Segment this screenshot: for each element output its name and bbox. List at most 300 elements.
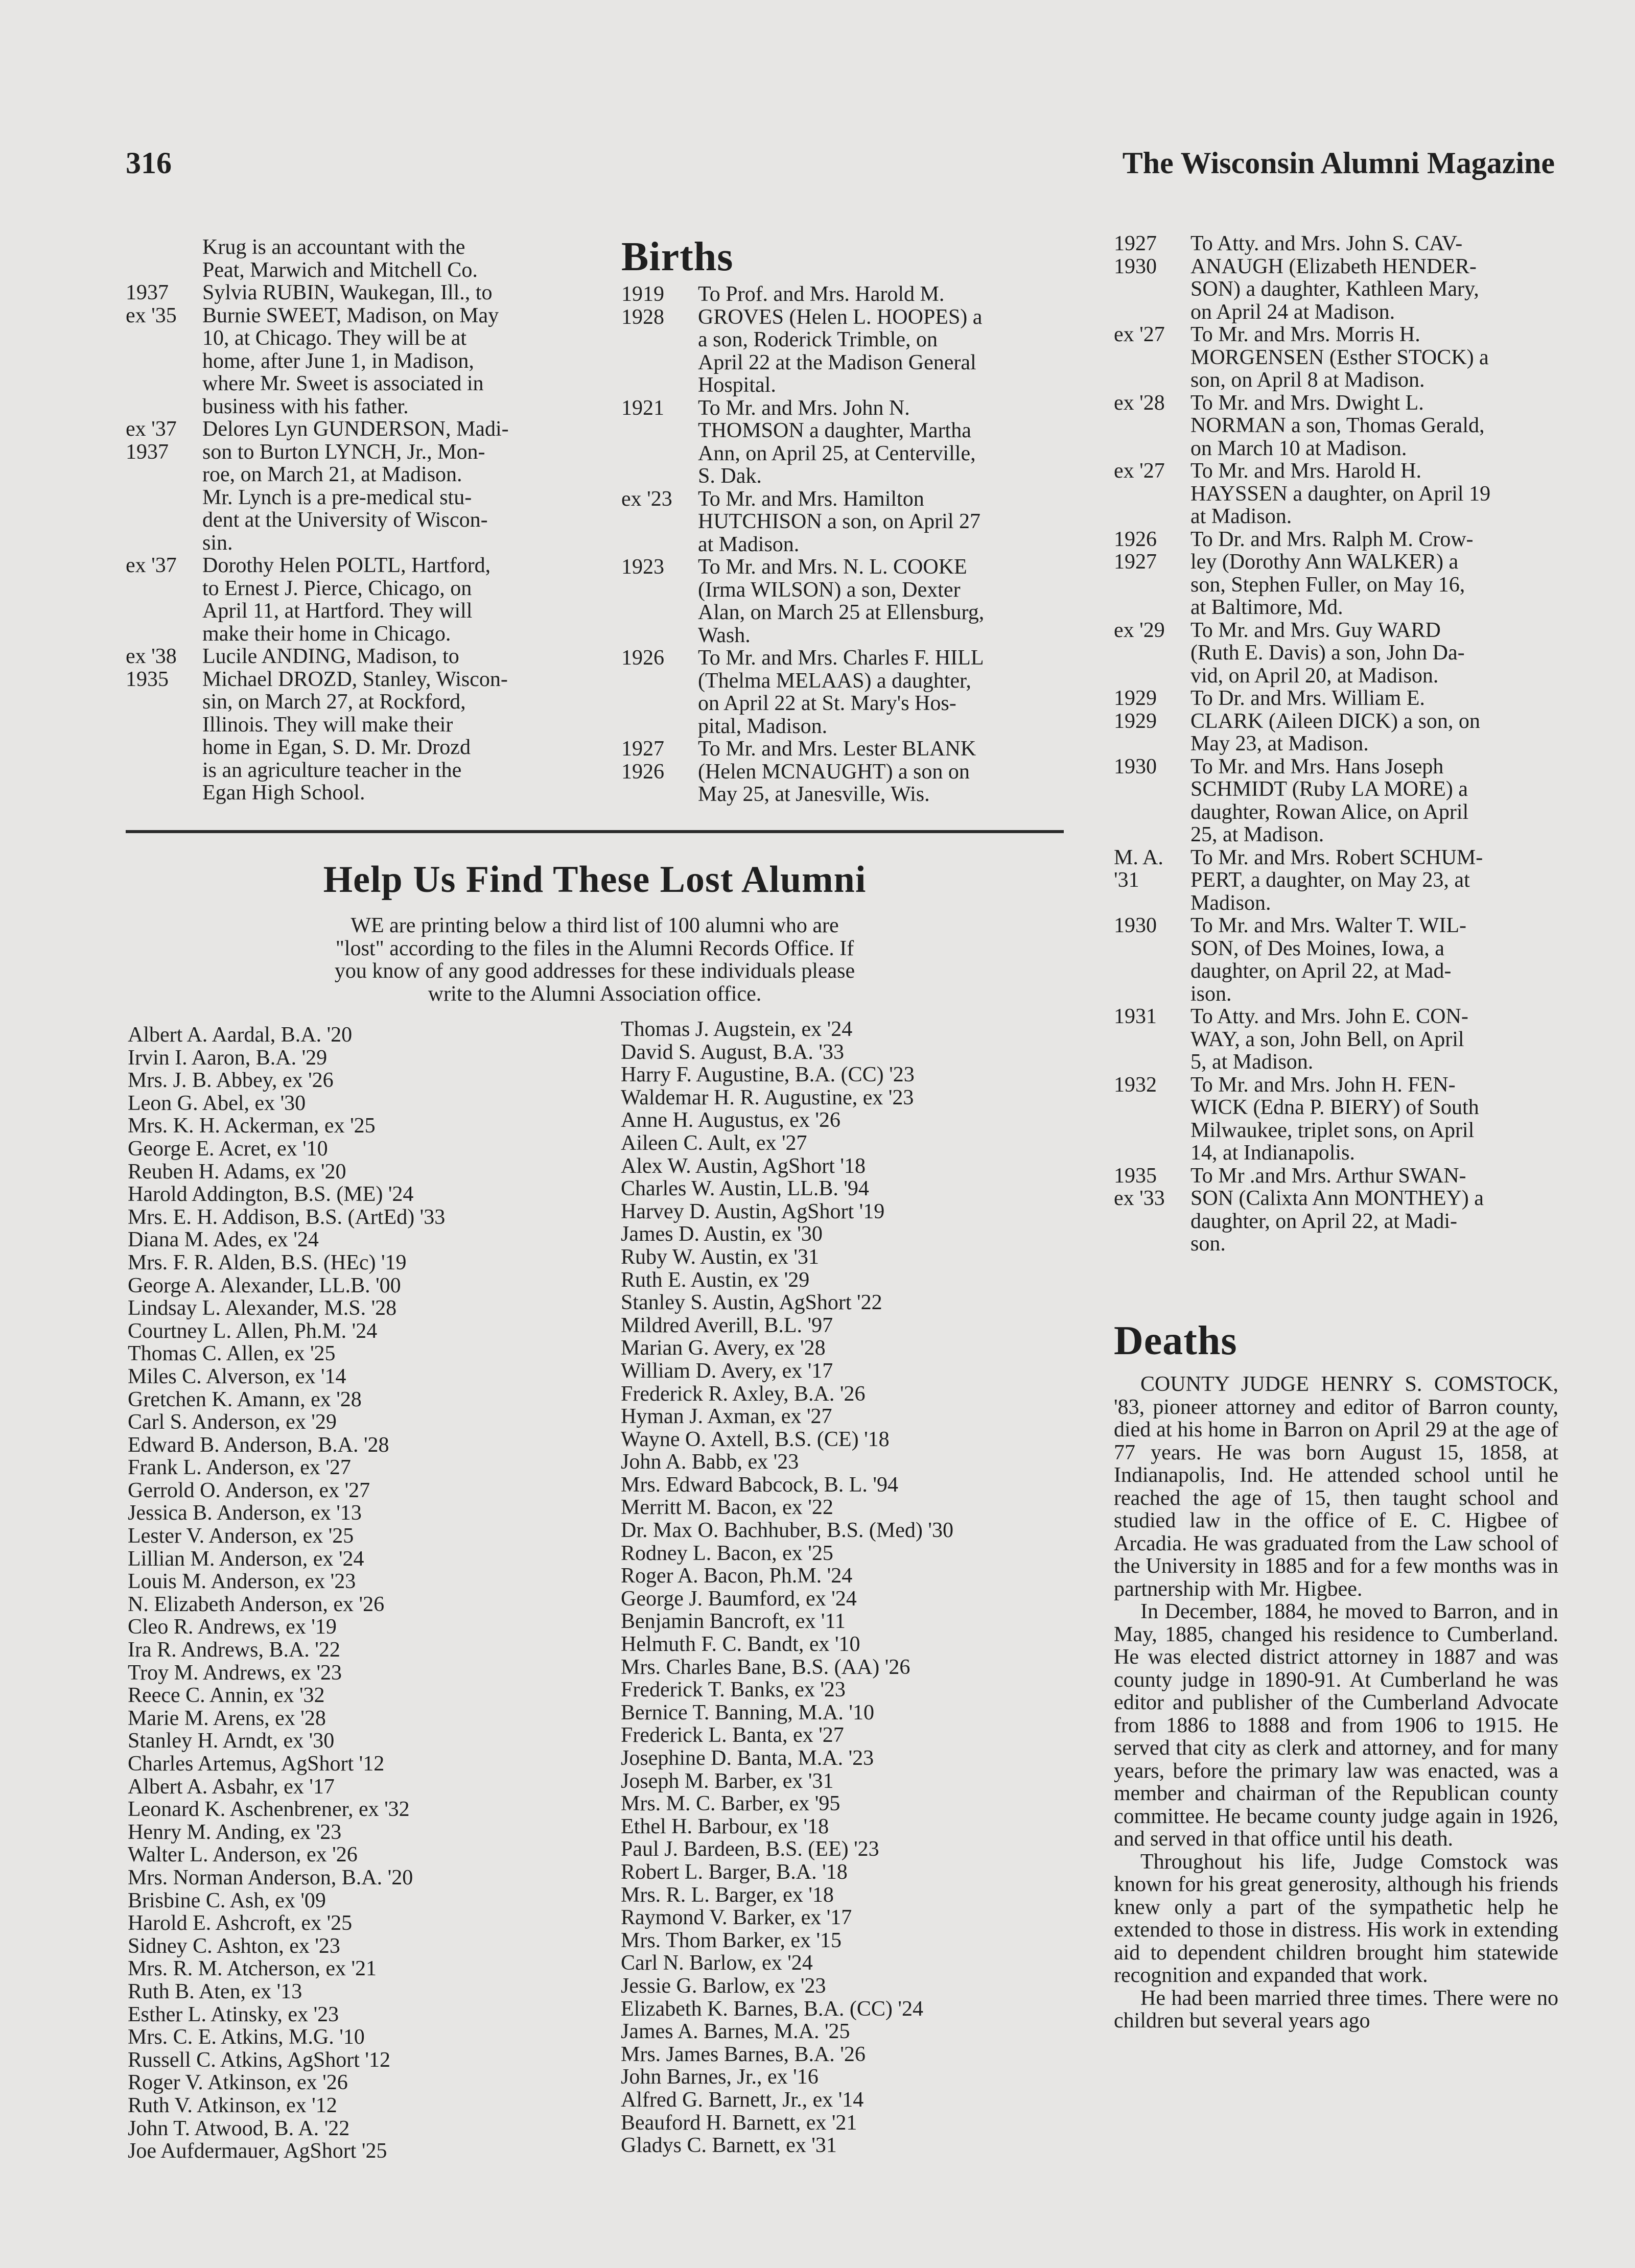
obituary-paragraph: In December, 1884, he moved to Barron, and in May, 1885, changed his residence to Cumberland. He was elected district attorney in 1887 and was county judge in 1890-91. At Cumberland he was editor and publisher of the Cumberland Advocate from 1886 to 1888 and from 1906 to 1915. He served that city as clerk and attorney, and for many years, before the primary law was enacted, was a member and chairman of the Republican county committee. He became county judge again in 1926, and served in that office until his death.	[1114, 1600, 1558, 1851]
alumni-name: Robert L. Barger, B.A. '18	[621, 1860, 848, 1884]
class-year	[1114, 574, 1190, 597]
entry-text: home in Egan, S. D. Mr. Drozd	[202, 736, 471, 759]
marriage-line	[126, 714, 573, 737]
class-year	[126, 486, 202, 509]
alumni-name: Waldemar H. R. Augustine, ex '23	[621, 1085, 914, 1109]
alumni-name: Troy M. Andrews, ex '23	[128, 1661, 342, 1685]
entry-text: ANAUGH (Elizabeth HENDER-	[1190, 254, 1477, 278]
class-year	[126, 714, 202, 737]
alumni-name: Joe Aufdermauer, AgShort '25	[128, 2139, 387, 2163]
entry-text: pital, Madison.	[698, 714, 828, 738]
alumni-name: Sidney C. Ashton, ex '23	[128, 1934, 340, 1958]
alumni-name: Carl S. Anderson, ex '29	[128, 1410, 337, 1434]
birth-line	[1114, 1165, 1558, 1188]
class-year	[621, 419, 698, 442]
alumni-name: Dr. Max O. Bachhuber, B.S. (Med) '30	[621, 1519, 953, 1543]
entry-text: (Ruth E. Davis) a son, John Da-	[1190, 641, 1465, 665]
entry-text: Lucile ANDING, Madison, to	[202, 645, 459, 668]
marriage-line	[126, 509, 573, 532]
entry-text: To Mr. and Mrs. Charles F. HILL	[698, 646, 984, 670]
class-year	[126, 327, 202, 350]
birth-line	[1114, 733, 1558, 755]
birth-line	[1114, 574, 1558, 597]
alumni-name: James A. Barnes, M.A. '25	[621, 2020, 850, 2044]
births-heading: Births	[621, 234, 734, 279]
alumni-name: George E. Acret, ex '10	[128, 1137, 328, 1161]
class-year: 1929	[1114, 709, 1157, 733]
birth-line	[621, 419, 1066, 442]
entry-text: GROVES (Helen L. HOOPES) a	[698, 305, 983, 329]
alumni-name: Gretchen K. Amann, ex '28	[128, 1387, 362, 1411]
birth-line	[621, 397, 1066, 420]
entry-text: Mr. Lynch is a pre-medical stu-	[202, 485, 472, 509]
alumni-name: Charles Artemus, AgShort '12	[128, 1752, 385, 1776]
class-year: 1930	[1114, 254, 1157, 278]
alumni-name: Louis M. Anderson, ex '23	[128, 1570, 356, 1594]
entry-text: (Thelma MELAAS) a daughter,	[698, 669, 971, 693]
class-year	[126, 509, 202, 532]
birth-line	[621, 692, 1066, 715]
entry-text: a son, Roderick Trimble, on	[698, 328, 938, 351]
entry-text: To Mr. and Mrs. Harold H.	[1190, 459, 1422, 483]
deaths-text	[1114, 1373, 1558, 2033]
entry-text: SON) a daughter, Kathleen Mary,	[1190, 277, 1479, 301]
entry-text: 10, at Chicago. They will be at	[202, 326, 467, 350]
alumni-name: Ruby W. Austin, ex '31	[621, 1245, 819, 1269]
birth-line	[1114, 528, 1558, 551]
birth-line	[621, 670, 1066, 693]
birth-line	[621, 328, 1066, 351]
class-year	[1114, 1210, 1190, 1233]
class-year	[621, 533, 698, 556]
class-year	[126, 259, 202, 282]
alumni-name: Ethel H. Barbour, ex '18	[621, 1814, 829, 1838]
alumni-name: Roger V. Atkinson, ex '26	[128, 2071, 348, 2095]
alumni-name: Carl N. Barlow, ex '24	[621, 1951, 813, 1975]
alumni-name: Stanley H. Arndt, ex '30	[128, 1729, 335, 1753]
entry-text: ison.	[1190, 982, 1232, 1006]
class-year: 1921	[621, 396, 664, 420]
alumni-name: Irvin I. Aaron, B.A. '29	[128, 1046, 328, 1070]
entry-text: WAY, a son, John Bell, on April	[1190, 1027, 1464, 1051]
marriage-line	[126, 759, 573, 782]
alumni-name: Mrs. J. B. Abbey, ex '26	[128, 1069, 334, 1093]
marriage-line	[126, 259, 573, 282]
alumni-name: Alfred G. Barnett, Jr., ex '14	[621, 2088, 864, 2112]
alumni-name: Lillian M. Anderson, ex '24	[128, 1547, 364, 1571]
class-year	[1114, 1142, 1190, 1165]
class-year	[621, 442, 698, 465]
alumni-name: Alex W. Austin, AgShort '18	[621, 1154, 866, 1178]
alumni-name: John T. Atwood, B. A. '22	[128, 2116, 350, 2140]
alumni-name: Harry F. Augustine, B.A. (CC) '23	[621, 1063, 915, 1087]
entry-text: April 22 at the Madison General	[698, 350, 976, 374]
birth-line	[1114, 1005, 1558, 1028]
birth-line	[1114, 755, 1558, 778]
class-year	[621, 670, 698, 693]
birth-line	[1114, 414, 1558, 437]
class-year	[126, 395, 202, 418]
alumni-name: Leonard K. Aschenbrener, ex '32	[128, 1798, 410, 1822]
entry-text: To Mr. and Mrs. Morris H.	[1190, 323, 1420, 346]
lost-alumni-list-right	[621, 1018, 1081, 2157]
entry-text: SCHMIDT (Ruby LA MORE) a	[1190, 777, 1468, 801]
class-year	[621, 465, 698, 488]
class-year	[621, 328, 698, 351]
marriage-line	[126, 236, 573, 259]
birth-line	[1114, 1051, 1558, 1074]
birth-line	[1114, 1119, 1558, 1142]
alumni-name: Wayne O. Axtell, B.S. (CE) '18	[621, 1427, 890, 1451]
entry-text: at Baltimore, Md.	[1190, 596, 1343, 619]
class-year	[621, 351, 698, 374]
class-year	[126, 577, 202, 600]
entry-text: To Atty. and Mrs. John S. CAV-	[1190, 232, 1463, 255]
entry-text: THOMSON a daughter, Martha	[698, 419, 971, 442]
birth-line	[1114, 710, 1558, 733]
alumni-name: Mrs. Edward Babcock, B. L. '94	[621, 1473, 898, 1497]
entry-text: To Mr. and Mrs. Walter T. WIL-	[1190, 914, 1466, 937]
class-year: 1935	[126, 667, 169, 691]
class-year	[621, 510, 698, 533]
class-year	[1114, 823, 1190, 846]
class-year	[1114, 983, 1190, 1006]
birth-line	[1114, 983, 1558, 1006]
alumni-name: Stanley S. Austin, AgShort '22	[621, 1291, 882, 1315]
obituary-paragraph: Throughout his life, Judge Comstock was known for his great generosity, although his friends knew only a part of the sympathetic help he extended to those in distress. His work in extending aid to dependent children brought him statewide recognition and expanded that work.	[1114, 1850, 1558, 1987]
birth-line	[621, 306, 1066, 329]
entry-text: To Dr. and Mrs. Ralph M. Crow-	[1190, 527, 1474, 551]
class-year: ex '27	[1114, 459, 1165, 483]
entry-text: To Mr. and Mrs. Lester BLANK	[698, 737, 976, 761]
alumni-name: Harold Addington, B.S. (ME) '24	[128, 1183, 414, 1207]
alumni-name: Thomas J. Augstein, ex '24	[621, 1018, 853, 1041]
class-year: 1927	[621, 737, 664, 761]
entry-text: to Ernest J. Pierce, Chicago, on	[202, 576, 472, 600]
birth-line	[1114, 551, 1558, 574]
alumni-name: Jessica B. Anderson, ex '13	[128, 1501, 362, 1525]
birth-line	[1114, 278, 1558, 301]
alumni-name: Brisbine C. Ash, ex '09	[128, 1888, 326, 1912]
entry-text: home, after June 1, in Madison,	[202, 349, 474, 373]
class-year: 1932	[1114, 1073, 1157, 1097]
class-year	[126, 532, 202, 555]
birth-line	[1114, 1096, 1558, 1119]
class-year: 1930	[1114, 914, 1157, 937]
alumni-name: Mrs. E. H. Addison, B.S. (ArtEd) '33	[128, 1205, 446, 1229]
entry-text: (Irma WILSON) a son, Dexter	[698, 578, 961, 602]
alumni-name: Mrs. R. L. Barger, ex '18	[621, 1883, 834, 1907]
marriage-line	[126, 327, 573, 350]
class-year	[1114, 483, 1190, 506]
alumni-name: Jessie G. Barlow, ex '23	[621, 1974, 826, 1998]
class-year	[621, 374, 698, 397]
class-year: ex '35	[126, 303, 177, 327]
class-year	[126, 759, 202, 782]
entry-text: To Atty. and Mrs. John E. CON-	[1190, 1005, 1468, 1028]
entry-text: To Prof. and Mrs. Harold M.	[698, 282, 945, 306]
class-year	[1114, 892, 1190, 915]
birth-line	[621, 465, 1066, 488]
class-year	[1114, 278, 1190, 301]
entry-text: CLARK (Aileen DICK) a son, on	[1190, 709, 1480, 733]
alumni-name: George J. Baumford, ex '24	[621, 1587, 857, 1611]
birth-line	[1114, 596, 1558, 619]
lost-alumni-heading: Help Us Find These Lost Alumni	[323, 859, 867, 901]
birth-line	[1114, 1142, 1558, 1165]
entry-text: son.	[1190, 1232, 1226, 1256]
alumni-name: Ruth B. Aten, ex '13	[128, 1979, 302, 2003]
class-year	[1114, 346, 1190, 369]
alumni-name: Esther L. Atinsky, ex '23	[128, 2002, 339, 2026]
lost-alumni-list-left	[128, 1024, 598, 2163]
entry-text: April 11, at Hartford. They will	[202, 599, 473, 623]
alumni-name: Reece C. Annin, ex '32	[128, 1684, 325, 1708]
marriage-line	[126, 623, 573, 646]
birth-line	[1114, 665, 1558, 688]
alumni-name: David S. August, B.A. '33	[621, 1040, 844, 1064]
alumni-name: Mrs. Charles Bane, B.S. (AA) '26	[621, 1655, 910, 1679]
marriage-line	[126, 395, 573, 418]
entry-text: is an agriculture teacher in the	[202, 758, 462, 782]
alumni-name: Mrs. James Barnes, B.A. '26	[621, 2042, 866, 2066]
alumni-name: Mrs. C. E. Atkins, M.G. '10	[128, 2025, 365, 2049]
class-year: M. A.	[1114, 845, 1163, 869]
birth-line	[1114, 437, 1558, 460]
class-year	[1114, 801, 1190, 824]
marriage-line	[126, 736, 573, 759]
alumni-name: George A. Alexander, LL.B. '00	[128, 1273, 401, 1297]
entry-text: daughter, Rowan Alice, on April	[1190, 800, 1469, 824]
birth-line	[1114, 255, 1558, 278]
class-year	[1114, 733, 1190, 755]
alumni-name: Cleo R. Andrews, ex '19	[128, 1615, 337, 1639]
class-year	[1114, 596, 1190, 619]
marriage-line	[126, 418, 573, 441]
alumni-name: Mrs. Thom Barker, ex '15	[621, 1928, 842, 1952]
alumni-name: Frederick T. Banks, ex '23	[621, 1678, 846, 1702]
entry-text: Egan High School.	[202, 781, 365, 805]
magazine-title: The Wisconsin Alumni Magazine	[1122, 146, 1555, 180]
birth-line	[1114, 869, 1558, 892]
alumni-name: Albert A. Aardal, B.A. '20	[128, 1023, 353, 1047]
entry-text: sin, on March 27, at Rockford,	[202, 690, 466, 714]
class-year	[1114, 1096, 1190, 1119]
birth-line	[1114, 619, 1558, 642]
alumni-name: Bernice T. Banning, M.A. '10	[621, 1700, 874, 1724]
entry-text: MORGENSEN (Esther STOCK) a	[1190, 345, 1489, 369]
birth-line	[1114, 483, 1558, 506]
alumni-name: Merritt M. Bacon, ex '22	[621, 1496, 833, 1520]
alumni-name: Ruth E. Austin, ex '29	[621, 1268, 810, 1292]
marriage-line	[126, 554, 573, 577]
alumni-name: Joseph M. Barber, ex '31	[621, 1769, 834, 1793]
entry-text: HUTCHISON a son, on April 27	[698, 510, 980, 533]
alumni-name: Marie M. Arens, ex '28	[128, 1706, 326, 1730]
birth-line	[621, 442, 1066, 465]
birth-line	[1114, 460, 1558, 483]
birth-line	[621, 601, 1066, 624]
entry-text: To Mr. and Mrs. John N.	[698, 396, 910, 420]
marriage-line	[126, 486, 573, 509]
class-year	[1114, 1119, 1190, 1142]
birth-line	[621, 738, 1066, 761]
class-year	[1114, 505, 1190, 528]
birth-line	[1114, 369, 1558, 392]
alumni-name: Beauford H. Barnett, ex '21	[621, 2111, 857, 2135]
birth-line	[621, 510, 1066, 533]
class-year	[1114, 937, 1190, 960]
marriage-line	[126, 645, 573, 668]
entry-text: Milwaukee, triplet sons, on April	[1190, 1118, 1475, 1142]
class-year	[621, 579, 698, 602]
class-year	[621, 601, 698, 624]
alumni-name: Charles W. Austin, LL.B. '94	[621, 1177, 869, 1201]
entry-text: Delores Lyn GUNDERSON, Madi-	[202, 417, 509, 441]
alumni-name: Anne H. Augustus, ex '26	[621, 1108, 840, 1132]
entry-text: on April 22 at St. Mary's Hos-	[698, 692, 956, 715]
birth-line	[1114, 1074, 1558, 1097]
birth-line	[621, 579, 1066, 602]
entry-text: Madison.	[1190, 891, 1271, 915]
class-year: 1928	[621, 305, 664, 329]
entry-text: To Mr. and Mrs. Guy WARD	[1190, 618, 1441, 642]
class-year: 1931	[1114, 1005, 1157, 1028]
marriage-line	[126, 782, 573, 805]
marriages-column	[126, 236, 573, 805]
alumni-name: Mrs. M. C. Barber, ex '95	[621, 1792, 840, 1816]
birth-line	[621, 533, 1066, 556]
birth-line	[1114, 1028, 1558, 1051]
entry-text: Illinois. They will make their	[202, 713, 453, 737]
class-year: '31	[1114, 868, 1139, 892]
class-year: ex '38	[126, 645, 177, 668]
class-year	[126, 782, 202, 805]
obituary-paragraph: COUNTY JUDGE HENRY S. COMSTOCK, '83, pioneer attorney and editor of Barron county, died at his home in Barron on April 29 at the age of 77 years. He was born August 15, 1858, at Indianapolis, Ind. He attended school until he reached the age of 15, then taught school and studied law in the office of E. C. Higbee of Arcadia. He was graduated from the Law school of the University in 1885 and for a few months was in partnership with Mr. Higbee.	[1114, 1373, 1558, 1601]
birth-line	[621, 761, 1066, 784]
entry-text: Sylvia RUBIN, Waukegan, Ill., to	[202, 281, 493, 304]
alumni-name: Courtney L. Allen, Ph.M. '24	[128, 1319, 378, 1343]
alumni-name: Lindsay L. Alexander, M.S. '28	[128, 1296, 397, 1320]
class-year	[1114, 369, 1190, 392]
entry-text: sin.	[202, 531, 233, 555]
marriage-line	[126, 691, 573, 714]
class-year	[1114, 301, 1190, 324]
entry-text: 14, at Indianapolis.	[1190, 1141, 1355, 1165]
class-year	[621, 715, 698, 738]
alumni-name: Aileen C. Ault, ex '27	[621, 1131, 807, 1155]
alumni-name: Josephine D. Banta, M.A. '23	[621, 1746, 874, 1770]
alumni-name: Albert A. Asbahr, ex '17	[128, 1775, 335, 1799]
entry-text: on April 24 at Madison.	[1190, 300, 1395, 324]
entry-text: son, on April 8 at Madison.	[1190, 368, 1425, 392]
alumni-name: Paul J. Bardeen, B.S. (EE) '23	[621, 1837, 879, 1861]
entry-text: on March 10 at Madison.	[1190, 436, 1407, 460]
class-year	[126, 350, 202, 373]
class-year: 1935	[1114, 1164, 1157, 1188]
entry-text: son, Stephen Fuller, on May 16,	[1190, 573, 1465, 597]
alumni-name: Edward B. Anderson, B.A. '28	[128, 1433, 389, 1457]
alumni-name: John A. Babb, ex '23	[621, 1450, 799, 1474]
entry-text: To Mr. and Mrs. John H. FEN-	[1190, 1073, 1456, 1097]
class-year: 1926	[621, 760, 664, 784]
entry-text: To Mr. and Mrs. Hamilton	[698, 487, 924, 511]
birth-line	[1114, 392, 1558, 415]
class-year: 1930	[1114, 754, 1157, 778]
birth-line	[1114, 823, 1558, 846]
entry-text: To Mr. and Mrs. N. L. COOKE	[698, 555, 967, 579]
entry-text: Alan, on March 25 at Ellensburg,	[698, 601, 985, 624]
entry-text: (Helen MCNAUGHT) a son on	[698, 760, 970, 784]
alumni-name: Henry M. Anding, ex '23	[128, 1820, 342, 1844]
class-year	[621, 692, 698, 715]
alumni-name: Helmuth F. C. Bandt, ex '10	[621, 1633, 860, 1657]
birth-line	[1114, 642, 1558, 665]
alumni-name: Gladys C. Barnett, ex '31	[621, 2134, 837, 2158]
class-year	[1114, 1233, 1190, 1256]
birth-line	[621, 783, 1066, 806]
class-year: ex '23	[621, 487, 672, 511]
entry-text: Krug is an accountant with the	[202, 235, 465, 259]
lost-alumni-intro: WE are printing below a third list of 100 alumni who are "lost" according to the files in the Alumni Records Office. If you know of any good addresses for these individuals please write to the Alumni Association office.	[334, 914, 855, 1006]
class-year	[1114, 778, 1190, 801]
class-year	[1114, 1028, 1190, 1051]
births-column-left	[621, 283, 1066, 806]
entry-text: PERT, a daughter, on May 23, at	[1190, 868, 1470, 892]
class-year	[126, 372, 202, 395]
alumni-name: Marian G. Avery, ex '28	[621, 1336, 826, 1360]
birth-line	[621, 624, 1066, 647]
entry-text: Peat, Marwich and Mitchell Co.	[202, 258, 478, 282]
class-year: ex '37	[126, 417, 177, 441]
class-year	[1114, 642, 1190, 665]
birth-line	[621, 488, 1066, 511]
class-year: 1926	[1114, 527, 1157, 551]
class-year	[126, 463, 202, 486]
marriage-line	[126, 668, 573, 691]
entry-text: roe, on March 21, at Madison.	[202, 463, 462, 486]
entry-text: business with his father.	[202, 394, 409, 418]
alumni-name: Rodney L. Bacon, ex '25	[621, 1541, 833, 1565]
entry-text: ley (Dorothy Ann WALKER) a	[1190, 550, 1459, 574]
alumni-name: Ruth V. Atkinson, ex '12	[128, 2093, 337, 2117]
class-year	[126, 600, 202, 623]
entry-text: where Mr. Sweet is associated in	[202, 372, 484, 395]
alumni-name: Frederick R. Axley, B.A. '26	[621, 1382, 866, 1406]
alumni-name: Thomas C. Allen, ex '25	[128, 1342, 336, 1366]
birth-line	[1114, 801, 1558, 824]
birth-line	[621, 647, 1066, 670]
alumni-name: Hyman J. Axman, ex '27	[621, 1405, 832, 1429]
entry-text: vid, on April 20, at Madison.	[1190, 664, 1439, 688]
entry-text: daughter, on April 22, at Madi-	[1190, 1209, 1458, 1233]
class-year: ex '33	[1114, 1187, 1165, 1210]
alumni-name: Mrs. Norman Anderson, B.A. '20	[128, 1865, 413, 1889]
class-year: ex '28	[1114, 391, 1165, 415]
class-year: ex '37	[126, 554, 177, 577]
alumni-name: Benjamin Bancroft, ex '11	[621, 1610, 846, 1634]
alumni-name: Mildred Averill, B.L. '97	[621, 1313, 833, 1337]
alumni-name: Walter L. Anderson, ex '26	[128, 1843, 358, 1867]
entry-text: NORMAN a son, Thomas Gerald,	[1190, 414, 1485, 437]
birth-line	[1114, 1233, 1558, 1256]
class-year: 1937	[126, 281, 169, 304]
entry-text: Michael DROZD, Stanley, Wiscon-	[202, 667, 508, 691]
marriage-line	[126, 532, 573, 555]
marriage-line	[126, 372, 573, 395]
page-number: 316	[126, 146, 172, 180]
marriage-line	[126, 463, 573, 486]
